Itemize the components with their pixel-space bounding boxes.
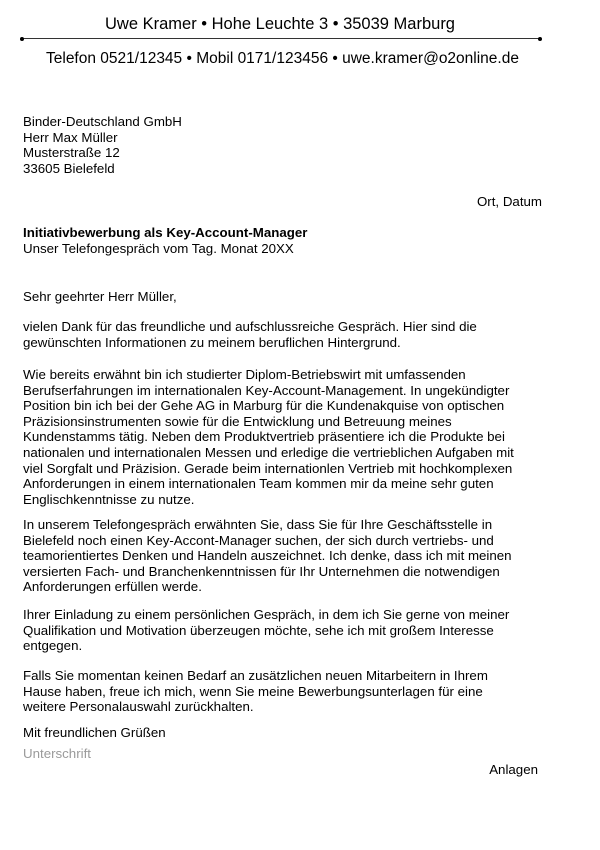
letterhead-divider	[22, 38, 540, 39]
paragraph-5	[23, 668, 488, 715]
subject: Initiativbewerbung als Key-Account-Manager	[23, 225, 308, 240]
recipient-line: Herr Max Müller	[23, 129, 118, 145]
place-date: Ort, Datum	[476, 194, 542, 209]
recipient-line: 33605 Bielefeld	[23, 160, 115, 176]
subject-block	[23, 225, 307, 256]
closing: Mit freundlichen Grüßen	[23, 725, 166, 740]
letterhead-name-address: Uwe Kramer • Hohe Leuchte 3 • 35039 Marburg	[105, 15, 455, 33]
enclosures: Anlagen	[489, 762, 538, 777]
paragraph-line: vielen Dank für das freundliche und aufschlussreiche Gespräch. Hier sind die	[23, 319, 477, 334]
salutation: Sehr geehrter Herr Müller,	[23, 289, 177, 304]
recipient-address	[23, 114, 182, 176]
paragraph-line: Qualifikation und Motivation überzeugen möchte, sehe ich mit großem Interesse	[23, 622, 494, 638]
paragraph-line: entgegen.	[23, 638, 83, 654]
paragraph-line: Präzisionsinstrumenten sowie für die Entwicklung und Betreuung meines	[23, 413, 452, 429]
paragraph-line: viel Sorgfalt und Präzision. Gerade beim internationlen Vertrieb mit hochkomplexen	[23, 460, 513, 476]
paragraph-line: Ihrer Einladung zu einem persönlichen Gespräch, in dem ich Sie gerne von meiner	[23, 607, 510, 622]
reference: Unser Telefongespräch vom Tag. Monat 20XX	[23, 240, 294, 256]
paragraph-line: In unserem Telefongespräch erwähnten Sie, dass Sie für Ihre Geschäftsstelle in	[23, 517, 493, 532]
paragraph-line: Bielefeld noch einen Key-Accont-Manager suchen, der sich durch vertriebs- und	[23, 532, 494, 548]
divider-dot-left	[20, 37, 24, 41]
paragraph-line: Anforderungen in einem internationalen Team kommen mir da meine sehr guten	[23, 476, 494, 492]
paragraph-3	[23, 517, 512, 595]
paragraph-line: weitere Personalauswahl zurückhalten.	[23, 699, 254, 715]
letterhead-contact: Telefon 0521/12345 • Mobil 0171/123456 • uwe.kramer@o2online.de	[46, 50, 519, 67]
recipient-line: Musterstraße 12	[23, 145, 120, 161]
paragraph-line: versierten Fach- und Branchenkenntnissen für Ihr Unternehmen die notwendigen	[23, 563, 500, 579]
paragraph-1	[23, 319, 477, 350]
paragraph-line: Berufserfahrungen im internationalen Key-Account-Management. In ungekündigter	[23, 382, 510, 398]
paragraph-line: gewünschten Informationen zu meinem beruflichen Hintergrund.	[23, 334, 401, 350]
paragraph-4	[23, 607, 509, 654]
paragraph-line: Position bin ich bei der Gehe AG in Marburg für die Kundenakquise von optischen	[23, 398, 505, 414]
paragraph-line: Anforderungen erfüllen werde.	[23, 579, 202, 595]
paragraph-line: teamorientiertes Denken und Handeln auszeichnet. Ich denke, dass ich mit meinen	[23, 548, 512, 564]
paragraph-line: Englischkenntnisse zu nutze.	[23, 491, 195, 507]
paragraph-line: nationalen und internationalen Messen und erledige die vertrieblichen Aufgaben mit	[23, 444, 514, 460]
paragraph-line: Wie bereits erwähnt bin ich studierter Diplom-Betriebswirt mit umfassenden	[23, 367, 466, 382]
paragraph-line: Hause haben, freue ich mich, wenn Sie meine Bewerbungsunterlagen für eine	[23, 683, 483, 699]
divider-dot-right	[538, 37, 542, 41]
paragraph-2	[23, 367, 514, 507]
paragraph-line: Kundenstamms tätig. Neben dem Produktvertrieb präsentiere ich die Produkte bei	[23, 429, 505, 445]
paragraph-line: Falls Sie momentan keinen Bedarf an zusätzlichen neuen Mitarbeitern in Ihrem	[23, 668, 488, 683]
recipient-line: Binder-Deutschland GmbH	[23, 114, 182, 129]
signature-placeholder: Unterschrift	[23, 746, 91, 761]
